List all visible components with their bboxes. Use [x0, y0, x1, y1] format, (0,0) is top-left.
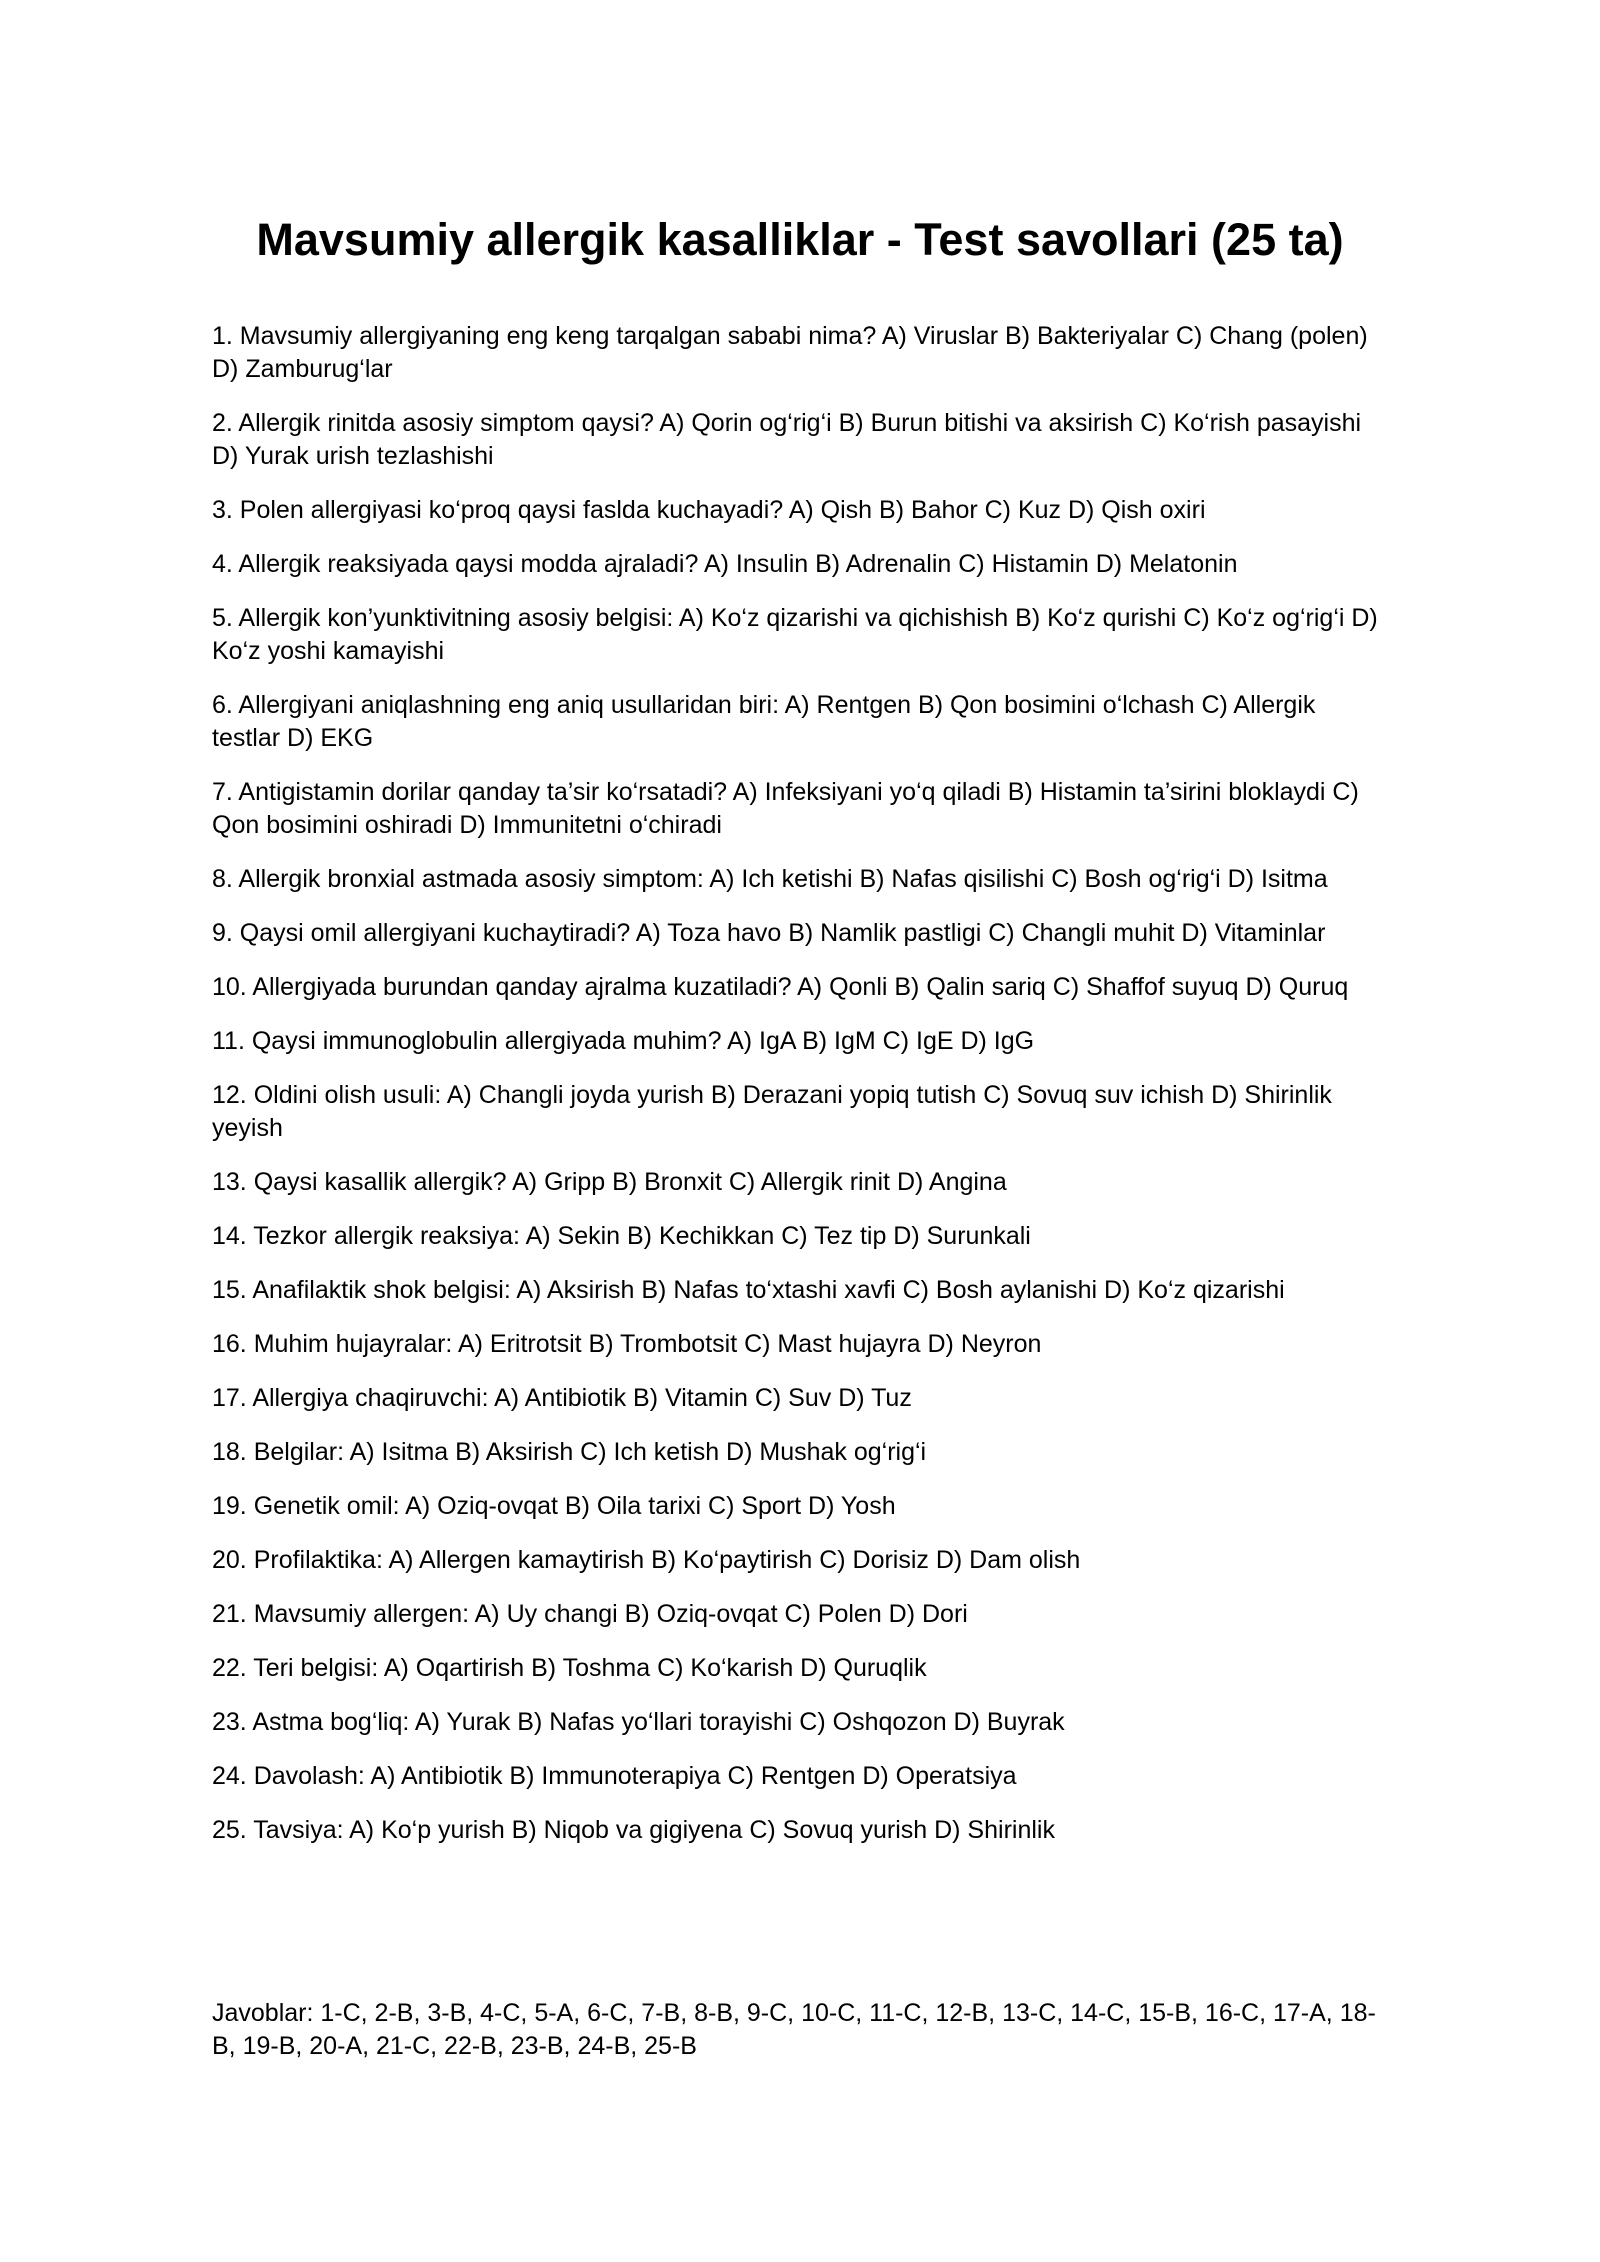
- question-item: 5. Allergik kon’yunktivitning asosiy belgisi: A) Ko‘z qizarishi va qichishish B) Ko‘z qurishi C) Ko‘z og‘rig‘i D) Ko‘z yoshi kamayishi: [212, 604, 1378, 665]
- question-item: 14. Tezkor allergik reaksiya: A) Sekin B) Kechikkan C) Tez tip D) Surunkali: [212, 1222, 1031, 1250]
- question-item: 13. Qaysi kasallik allergik? A) Gripp B) Bronxit C) Allergik rinit D) Angina: [212, 1168, 1007, 1196]
- question-item: 3. Polen allergiyasi ko‘proq qaysi faslda kuchayadi? A) Qish B) Bahor C) Kuz D) Qish oxiri: [212, 496, 1206, 524]
- question-item: 6. Allergiyani aniqlashning eng aniq usullaridan biri: A) Rentgen B) Qon bosimini o‘lchash C) Allergik testlar D) EKG: [212, 691, 1316, 752]
- answer-key: Javoblar: 1-C, 2-B, 3-B, 4-C, 5-A, 6-C, 7-B, 8-B, 9-C, 10-C, 11-C, 12-B, 13-C, 14-C, 15-B, 16-C, 17-A, 18-B, 19-B, 20-A, 21-C, 22-B, 23-B, 24-B, 25-B: [212, 1999, 1376, 2060]
- question-item: 21. Mavsumiy allergen: A) Uy changi B) Oziq-ovqat C) Polen D) Dori: [212, 1600, 968, 1628]
- question-item: 11. Qaysi immunoglobulin allergiyada muhim? A) IgA B) IgM C) IgE D) IgG: [212, 1027, 1035, 1055]
- question-item: 10. Allergiyada burundan qanday ajralma kuzatiladi? A) Qonli B) Qalin sariq C) Shaffof suyuq D) Quruq: [212, 973, 1349, 1001]
- question-item: 1. Mavsumiy allergiyaning eng keng tarqalgan sababi nima? A) Viruslar B) Bakteriyalar C) Chang (polen) D) Zamburug‘lar: [212, 322, 1368, 383]
- question-item: 17. Allergiya chaqiruvchi: A) Antibiotik B) Vitamin C) Suv D) Tuz: [212, 1384, 912, 1412]
- question-item: 2. Allergik rinitda asosiy simptom qaysi? A) Qorin og‘rig‘i B) Burun bitishi va aksirish C) Ko‘rish pasayishi D) Yurak urish tezlashishi: [212, 409, 1362, 470]
- question-item: 19. Genetik omil: A) Oziq-ovqat B) Oila tarixi C) Sport D) Yosh: [212, 1492, 896, 1520]
- question-item: 15. Anafilaktik shok belgisi: A) Aksirish B) Nafas to‘xtashi xavfi C) Bosh aylanishi D) Ko‘z qizarishi: [212, 1276, 1285, 1304]
- question-item: 7. Antigistamin dorilar qanday ta’sir ko‘rsatadi? A) Infeksiyani yo‘q qiladi B) Histamin ta’sirini bloklaydi C) Qon bosimini oshiradi D) Immunitetni o‘chiradi: [212, 778, 1359, 839]
- question-item: 22. Teri belgisi: A) Oqartirish B) Toshma C) Ko‘karish D) Quruqlik: [212, 1654, 927, 1682]
- question-item: 16. Muhim hujayralar: A) Eritrotsit B) Trombotsit C) Mast hujayra D) Neyron: [212, 1330, 1042, 1358]
- document-title: Mavsumiy allergik kasalliklar - Test savollari (25 ta): [256, 214, 1344, 265]
- question-item: 9. Qaysi omil allergiyani kuchaytiradi? A) Toza havo B) Namlik pastligi C) Changli muhit D) Vitaminlar: [212, 919, 1326, 947]
- question-item: 20. Profilaktika: A) Allergen kamaytirish B) Ko‘paytirish C) Dorisiz D) Dam olish: [212, 1546, 1081, 1574]
- question-item: 25. Tavsiya: A) Ko‘p yurish B) Niqob va gigiyena C) Sovuq yurish D) Shirinlik: [212, 1816, 1055, 1844]
- question-item: 23. Astma bog‘liq: A) Yurak B) Nafas yo‘llari torayishi C) Oshqozon D) Buyrak: [212, 1708, 1065, 1736]
- question-item: 4. Allergik reaksiyada qaysi modda ajraladi? A) Insulin B) Adrenalin C) Histamin D) Melatonin: [212, 550, 1238, 578]
- question-item: 12. Oldini olish usuli: A) Changli joyda yurish B) Derazani yopiq tutish C) Sovuq suv ichish D) Shirinlik yeyish: [212, 1081, 1332, 1142]
- question-list: [212, 320, 1387, 1868]
- question-item: 24. Davolash: A) Antibiotik B) Immunoterapiya C) Rentgen D) Operatsiya: [212, 1762, 1017, 1790]
- question-item: 18. Belgilar: A) Isitma B) Aksirish C) Ich ketish D) Mushak og‘rig‘i: [212, 1438, 927, 1466]
- question-item: 8. Allergik bronxial astmada asosiy simptom: A) Ich ketishi B) Nafas qisilishi C) Bosh og‘rig‘i D) Isitma: [212, 865, 1328, 893]
